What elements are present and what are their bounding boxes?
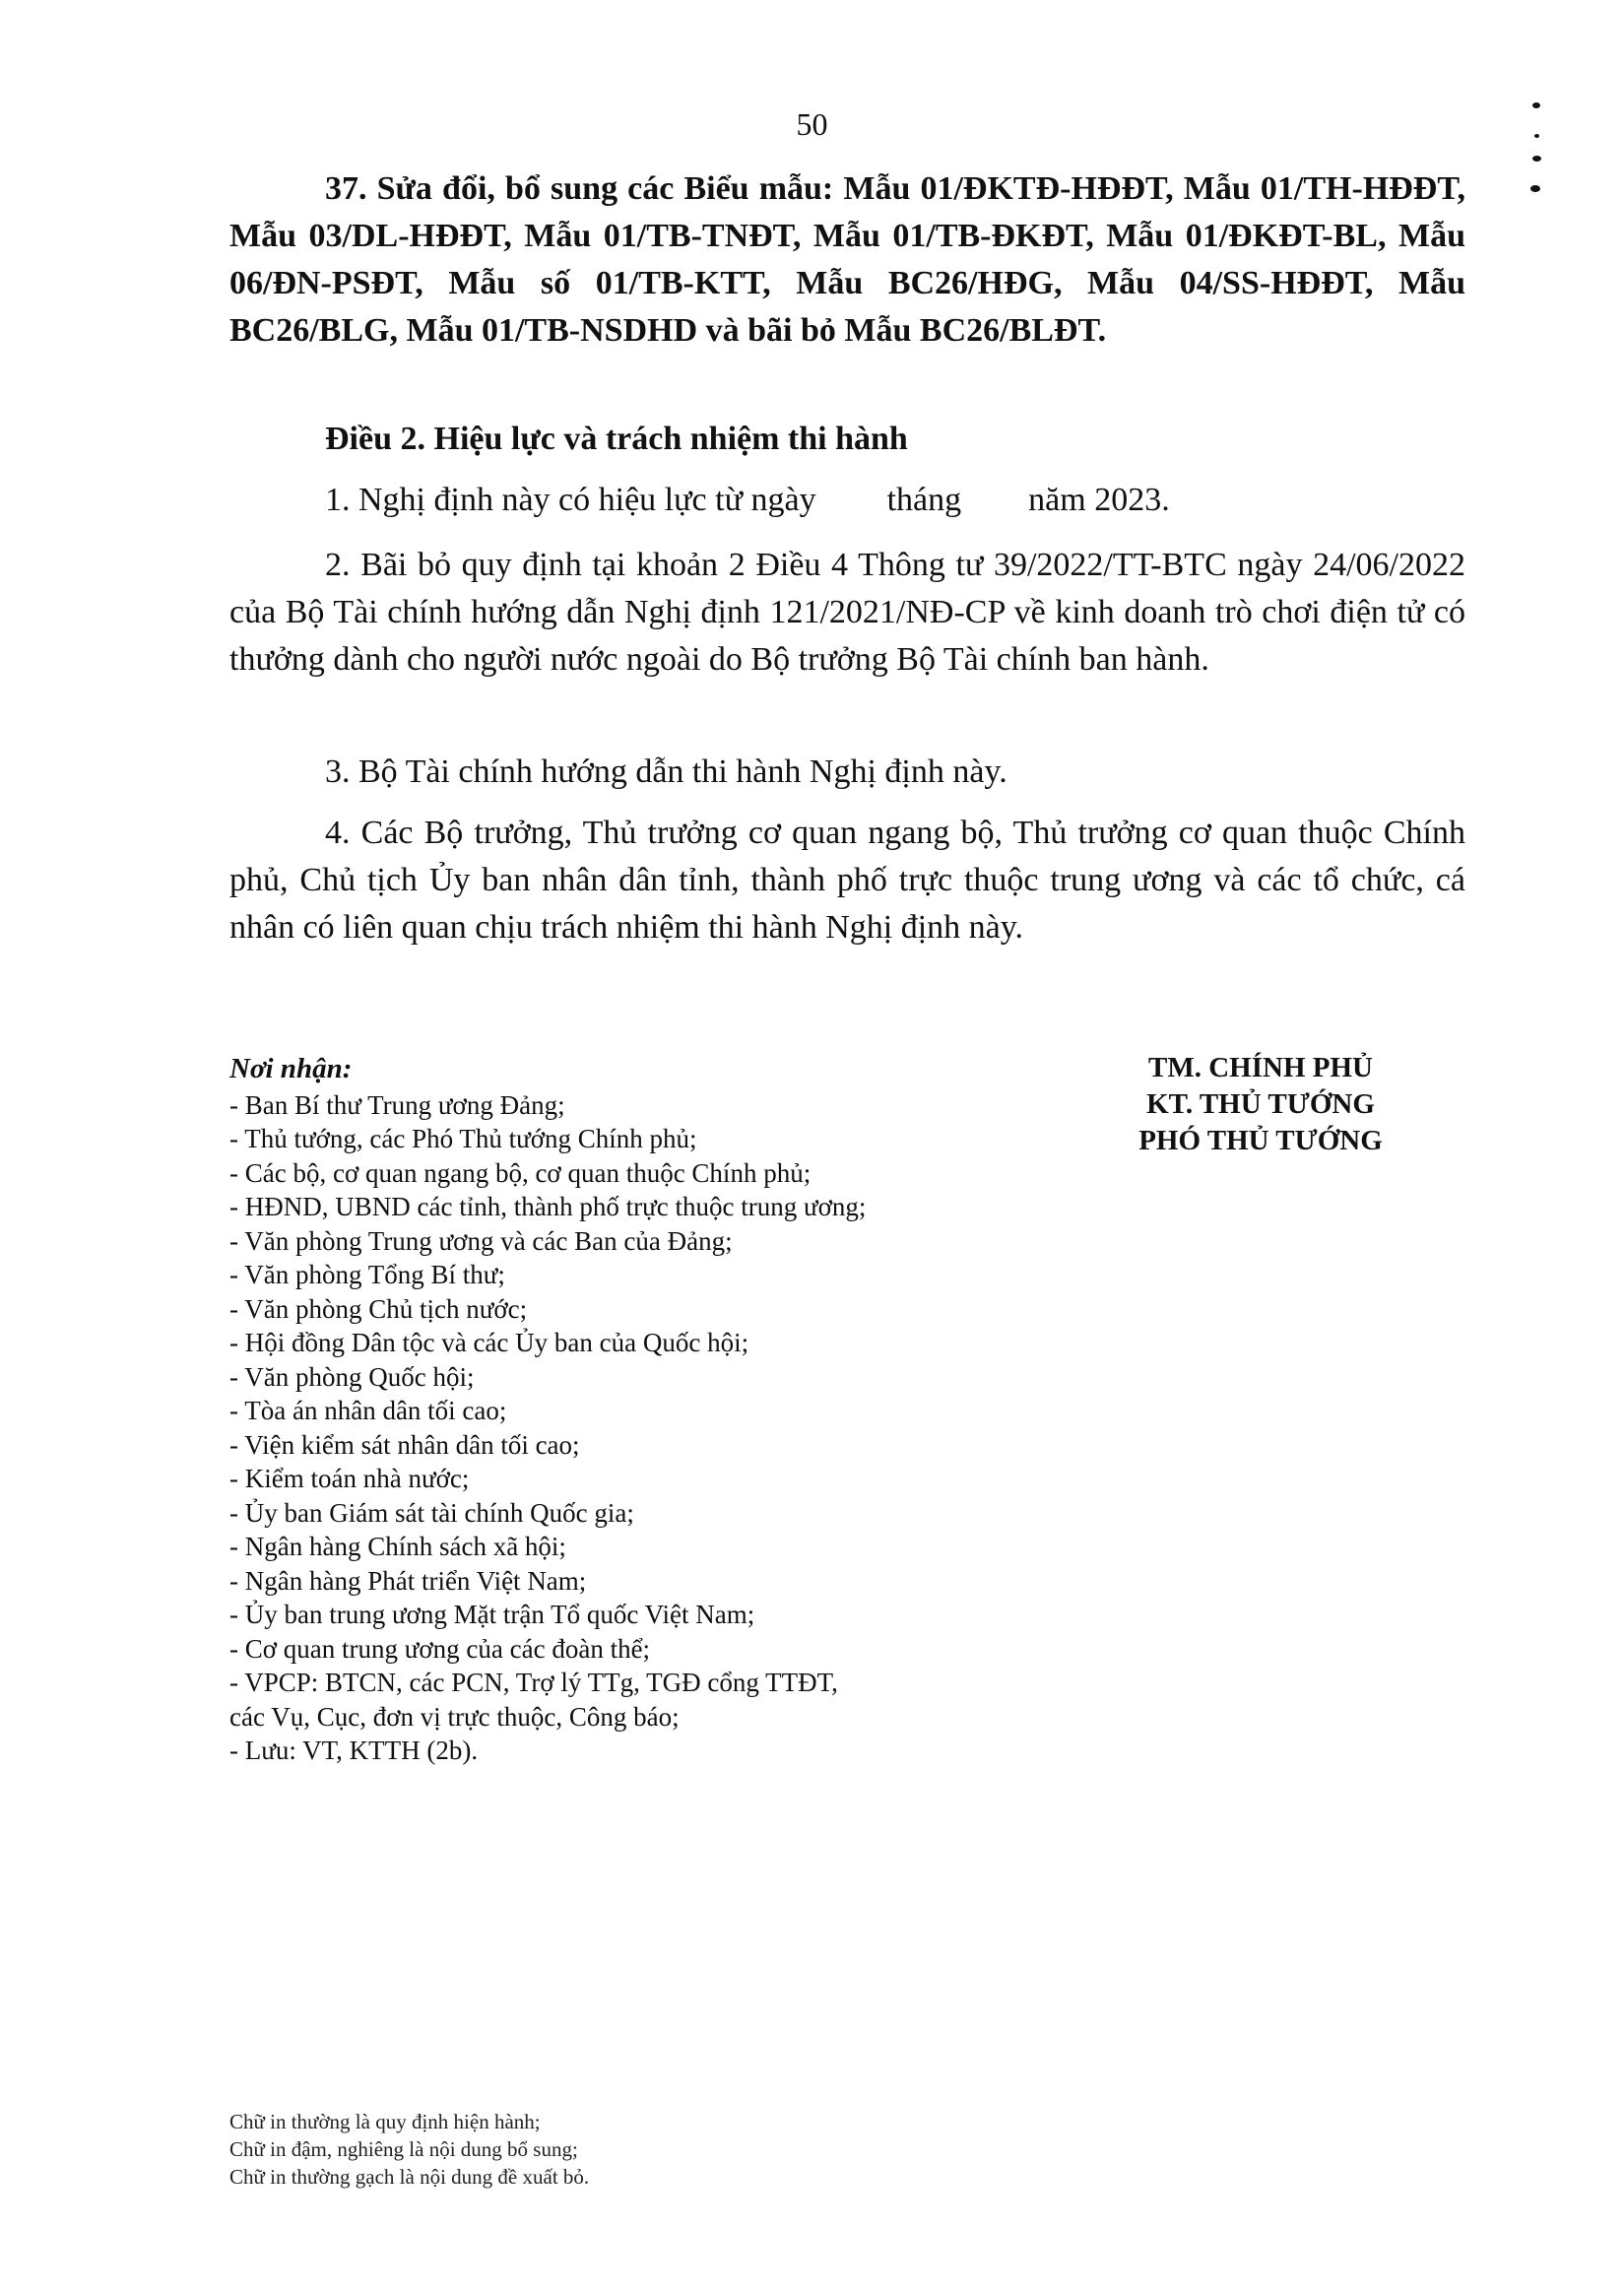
recipient-item: - Ban Bí thư Trung ương Đảng; bbox=[229, 1089, 565, 1120]
recipient-item: - Hội đồng Dân tộc và các Ủy ban của Quốc hội; bbox=[229, 1328, 749, 1357]
signature-line-2: KT. THỦ TƯỚNG bbox=[1146, 1088, 1375, 1120]
signature-block bbox=[1073, 1050, 1448, 1159]
clause-3: 3. Bộ Tài chính hướng dẫn thi hành Nghị định này. bbox=[325, 753, 1007, 790]
recipient-item: các Vụ, Cục, đơn vị trực thuộc, Công báo; bbox=[229, 1701, 680, 1732]
clause-1-part-2: tháng bbox=[886, 482, 962, 518]
recipient-item: - Lưu: VT, KTTH (2b). bbox=[229, 1736, 479, 1765]
signature-line-1: TM. CHÍNH PHỦ bbox=[1148, 1052, 1373, 1083]
recipient-item: - Ủy ban Giám sát tài chính Quốc gia; bbox=[229, 1497, 634, 1528]
clause-1 bbox=[229, 477, 1465, 524]
article-heading: Điều 2. Hiệu lực và trách nhiệm thi hành bbox=[325, 421, 908, 457]
recipients-heading: Nơi nhận: bbox=[229, 1053, 353, 1084]
recipient-item: - Ngân hàng Chính sách xã hội; bbox=[229, 1532, 566, 1561]
recipient-item: - Viện kiểm sát nhân dân tối cao; bbox=[229, 1429, 580, 1460]
legend-line-2: Chữ in đậm, nghiêng là nội dung bổ sung; bbox=[229, 2137, 578, 2161]
clause-1-part-3: năm 2023. bbox=[1028, 482, 1170, 518]
signature-line-3: PHÓ THỦ TƯỚNG bbox=[1138, 1125, 1383, 1156]
recipient-item: - Ủy ban trung ương Mặt trận Tổ quốc Việt Nam; bbox=[229, 1600, 755, 1629]
legend-line-1: Chữ in thường là quy định hiện hành; bbox=[229, 2110, 541, 2133]
recipients-list bbox=[229, 1052, 1116, 1768]
scan-edge-marks bbox=[1525, 98, 1554, 207]
clause-4: 4. Các Bộ trưởng, Thủ trưởng cơ quan ngang bộ, Thủ trưởng cơ quan thuộc Chính phủ, Chủ tịch Ủy ban nhân dân tỉnh, thành phố trực thuộc trung ương và các tổ chức, cá nhân có liên quan chịu trách nhiệm thi hành Nghị định này. bbox=[229, 815, 1465, 946]
recipient-item: - Thủ tướng, các Phó Thủ tướng Chính phủ; bbox=[229, 1124, 697, 1153]
clause-2: 2. Bãi bỏ quy định tại khoản 2 Điều 4 Thông tư 39/2022/TT-BTC ngày 24/06/2022 của Bộ Tài chính hướng dẫn Nghị định 121/2021/NĐ-CP về kinh doanh trò chơi điện tử có thưởng dành cho người nước ngoài do Bộ trưởng Bộ Tài chính ban hành. bbox=[229, 547, 1465, 678]
recipient-item: - Văn phòng Tổng Bí thư; bbox=[229, 1260, 505, 1289]
recipient-item: - Tòa án nhân dân tối cao; bbox=[229, 1396, 507, 1425]
amendment-paragraph: 37. Sửa đổi, bổ sung các Biểu mẫu: Mẫu 01/ĐKTĐ-HĐĐT, Mẫu 01/TH-HĐĐT, Mẫu 03/DL-HĐĐT, Mẫu 01/TB-TNĐT, Mẫu 01/TB-ĐKĐT, Mẫu 01/ĐKĐT-BL, Mẫu 06/ĐN-PSĐT, Mẫu số 01/TB-KTT, Mẫu BC26/HĐG, Mẫu 04/SS-HĐĐT, Mẫu BC26/BLG, Mẫu 01/TB-NSDHD và bãi bỏ Mẫu BC26/BLĐT. bbox=[229, 170, 1465, 349]
recipient-item: - Văn phòng Quốc hội; bbox=[229, 1361, 475, 1392]
recipient-item: - VPCP: BTCN, các PCN, Trợ lý TTg, TGĐ cổng TTĐT, bbox=[229, 1668, 838, 1697]
clause-1-part-1: 1. Nghị định này có hiệu lực từ ngày bbox=[325, 482, 816, 518]
legend-line-3: Chữ in thường gạch là nội dung đề xuất bỏ. bbox=[229, 2165, 590, 2189]
recipient-item: - Văn phòng Chủ tịch nước; bbox=[229, 1293, 528, 1324]
recipient-item: - HĐND, UBND các tỉnh, thành phố trực thuộc trung ương; bbox=[229, 1192, 867, 1221]
recipient-item: - Cơ quan trung ương của các đoàn thể; bbox=[229, 1633, 651, 1664]
recipient-item: - Các bộ, cơ quan ngang bộ, cơ quan thuộc Chính phủ; bbox=[229, 1157, 812, 1188]
formatting-legend bbox=[229, 2108, 589, 2191]
recipient-item: - Kiểm toán nhà nước; bbox=[229, 1464, 470, 1493]
recipient-item: - Ngân hàng Phát triển Việt Nam; bbox=[229, 1565, 587, 1596]
recipient-item: - Văn phòng Trung ương và các Ban của Đảng; bbox=[229, 1225, 733, 1256]
page-number: 50 bbox=[796, 106, 828, 142]
